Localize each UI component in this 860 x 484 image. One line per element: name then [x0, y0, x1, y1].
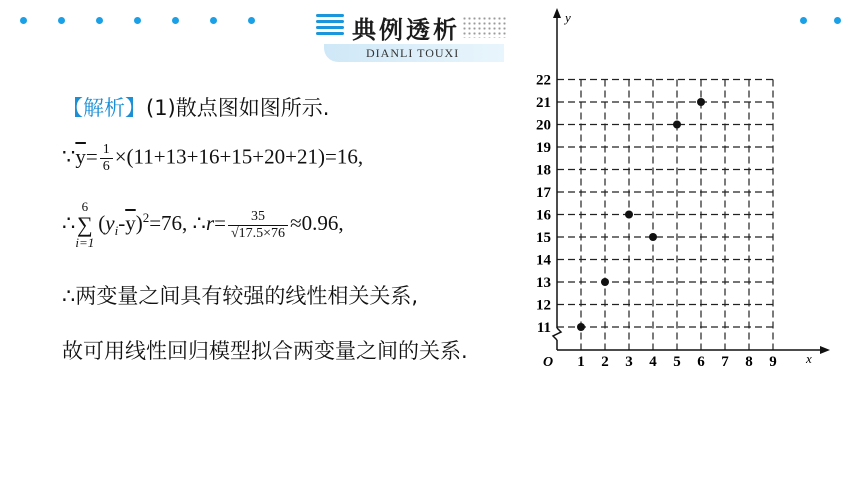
because-symbol: ∵: [62, 144, 76, 169]
header-dot: [210, 17, 217, 24]
header-dot: [172, 17, 179, 24]
sum-result: =76, ∴: [149, 210, 206, 235]
r-fraction: [228, 209, 288, 242]
dot-grid-icon: [462, 16, 506, 38]
x-tick-label: 2: [601, 354, 609, 370]
origin-label: O: [543, 355, 554, 370]
x-tick-label: 6: [697, 354, 705, 370]
r-denominator: √17.5×76: [230, 225, 286, 241]
solution-line-3: [62, 200, 344, 250]
solution-line-1: [62, 92, 329, 122]
mean-expression: ×(11+13+16+15+20+21)=16,: [114, 144, 364, 169]
section-title: [316, 8, 512, 60]
data-point: [577, 323, 585, 331]
y-tick-label: 19: [536, 140, 551, 156]
y-tick-label: 16: [536, 207, 551, 224]
ybar-symbol: $\overline{y}$: [75, 144, 86, 169]
y-tick-label: 15: [536, 230, 551, 246]
book-icon: [316, 14, 344, 36]
equals-sign-2: =: [214, 210, 226, 235]
equals-sign: =: [85, 144, 98, 169]
y-tick-label: 21: [536, 95, 551, 111]
r-approx: ≈0.96,: [290, 210, 344, 235]
power-two: 2: [142, 209, 150, 225]
y-axis-arrow: [553, 8, 561, 18]
y-tick-label: 22: [536, 72, 551, 89]
yi-subscript: i: [114, 223, 119, 238]
y-tick-label: 17: [536, 185, 551, 201]
data-point: [601, 278, 609, 286]
x-tick-label: 1: [577, 354, 585, 370]
y-tick-label: 11: [536, 320, 551, 336]
solution-line-5: 故可用线性回归模型拟合两变量之间的关系.: [62, 339, 468, 363]
x-tick-label: 9: [769, 354, 777, 370]
fraction-denominator: 6: [102, 159, 110, 174]
x-tick-label: 5: [673, 354, 681, 370]
header-dot: [248, 17, 255, 24]
header-dot: [58, 17, 65, 24]
x-tick-label: 3: [625, 354, 633, 370]
r-numerator: 35: [228, 209, 288, 226]
data-point: [649, 233, 657, 241]
sum-symbol: ∑: [76, 212, 93, 237]
title-subtitle: DIANLI TOUXI: [366, 46, 460, 60]
x-axis-label: x: [806, 351, 812, 366]
solution-tag: 【解析】: [62, 96, 146, 120]
paren-close: ): [135, 210, 143, 235]
x-tick-label: 4: [649, 354, 657, 370]
y-tick-label: 13: [536, 275, 551, 291]
solution-line-2: [62, 142, 363, 175]
summation: [75, 200, 94, 250]
data-point: [673, 121, 681, 129]
yi-symbol: y: [105, 210, 115, 235]
y-axis-break: [553, 328, 561, 340]
x-axis-arrow: [820, 346, 830, 354]
solution-line-4: ∴两变量之间具有较强的线性相关关系,: [62, 284, 419, 308]
scatter-chart: [520, 0, 860, 390]
x-tick-label: 8: [745, 354, 753, 370]
title-text: 典例透析: [352, 16, 460, 44]
y-tick-label: 18: [536, 162, 551, 179]
paren-open: (: [98, 210, 106, 235]
x-tick-label: 7: [721, 354, 729, 370]
header-dot: [96, 17, 103, 24]
fraction-numerator: 1: [100, 142, 113, 159]
sum-lower: i=1: [75, 235, 95, 250]
header-dot: [134, 17, 141, 24]
y-axis-label: y: [565, 10, 571, 25]
y-tick-label: 20: [536, 117, 551, 134]
data-point: [697, 98, 705, 106]
fraction-one-sixth: [100, 142, 113, 175]
r-symbol: r: [205, 210, 215, 235]
therefore-symbol: ∴: [62, 210, 76, 235]
ybar-symbol-2: $\overline{y}$: [125, 210, 136, 235]
solution-line-1-text: (1)散点图如图所示.: [146, 96, 330, 120]
sum-upper: 6: [81, 199, 89, 214]
y-tick-label: 12: [536, 297, 551, 314]
minus-sign: -: [118, 210, 126, 235]
header-dot: [20, 17, 27, 24]
y-tick-label: 14: [536, 252, 551, 269]
data-point: [625, 211, 633, 219]
